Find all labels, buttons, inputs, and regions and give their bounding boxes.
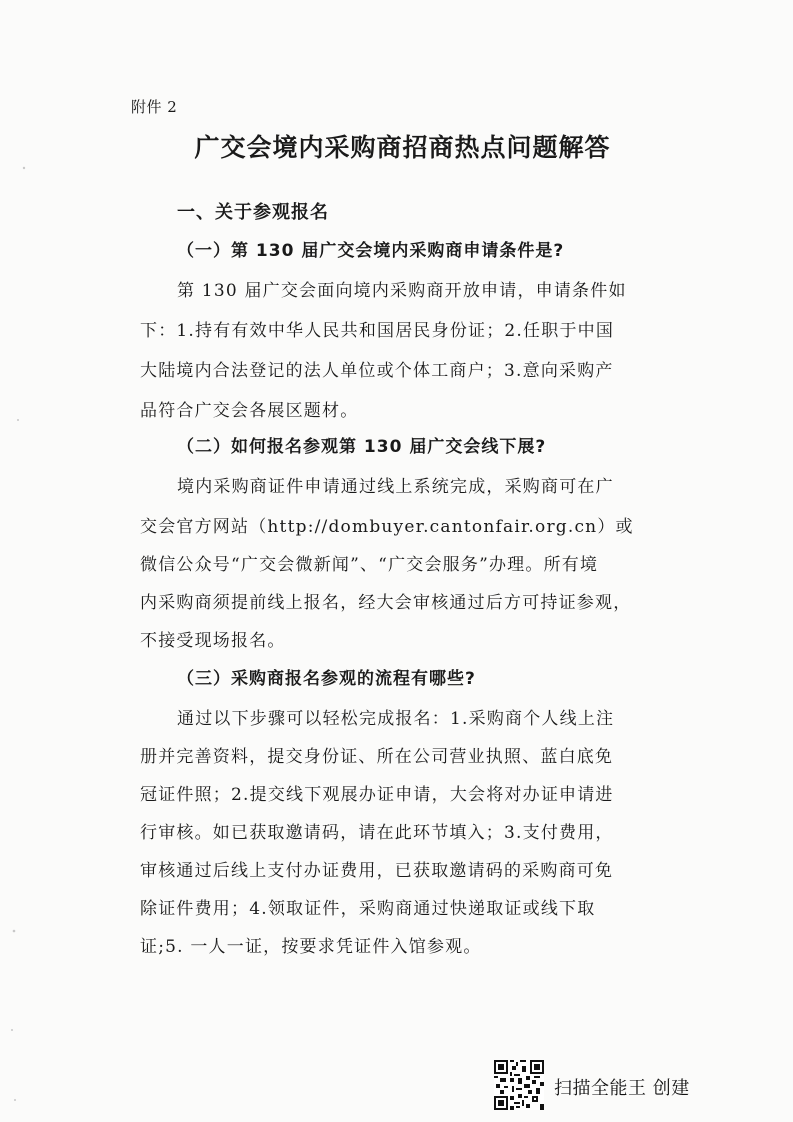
answer-3-line: 冠证件照；2.提交线下观展办证申请，大会将对办证申请进 <box>140 785 614 805</box>
question-1: （一）第 130 届广交会境内采购商申请条件是? <box>177 241 565 261</box>
answer-1-line: 第 130 届广交会面向境内采购商开放申请，申请条件如 <box>177 281 627 301</box>
answer-2-line: 不接受现场报名。 <box>140 631 286 651</box>
section-heading: 一、关于参观报名 <box>177 202 329 223</box>
answer-2-line: 内采购商须提前线上报名，经大会审核通过后方可持证参观， <box>140 593 632 613</box>
qr-code-icon <box>494 1060 544 1110</box>
answer-3-line: 审核通过后线上支付办证费用，已获取邀请码的采购商可免 <box>140 861 614 881</box>
answer-2-line: 境内采购商证件申请通过线上系统完成，采购商可在广 <box>177 477 614 497</box>
answer-3-line: 行审核。如已获取邀请码，请在此环节填入；3.支付费用， <box>140 823 614 843</box>
answer-3-line: 除证件费用；4.领取证件，采购商通过快递取证或线下取 <box>140 899 596 919</box>
attachment-label: 附件 2 <box>131 98 178 116</box>
answer-3-line: 通过以下步骤可以轻松完成报名：1.采购商个人线上注 <box>177 709 615 729</box>
answer-3-line: 册并完善资料，提交身份证、所在公司营业执照、蓝白底免 <box>140 747 614 767</box>
answer-2-line: 微信公众号“广交会微新闻”、“广交会服务”办理。所有境 <box>140 555 599 575</box>
question-3: （三）采购商报名参观的流程有哪些? <box>177 669 476 689</box>
answer-3-line: 证;5. 一人一证，按要求凭证件入馆参观。 <box>140 937 482 957</box>
answer-1-line: 大陆境内合法登记的法人单位或个体工商户；3.意向采购产 <box>140 361 614 381</box>
scanner-watermark: 扫描全能王 创建 <box>554 1078 690 1099</box>
answer-1-line: 品符合广交会各展区题材。 <box>140 401 359 421</box>
question-2: （二）如何报名参观第 130 届广交会线下展? <box>177 437 547 457</box>
answer-1-line: 下：1.持有有效中华人民共和国居民身份证；2.任职于中国 <box>140 321 615 341</box>
document-title: 广交会境内采购商招商热点问题解答 <box>194 133 611 162</box>
answer-2-line: 交会官方网站（http://dombuyer.cantonfair.org.cn）或 <box>140 517 634 537</box>
